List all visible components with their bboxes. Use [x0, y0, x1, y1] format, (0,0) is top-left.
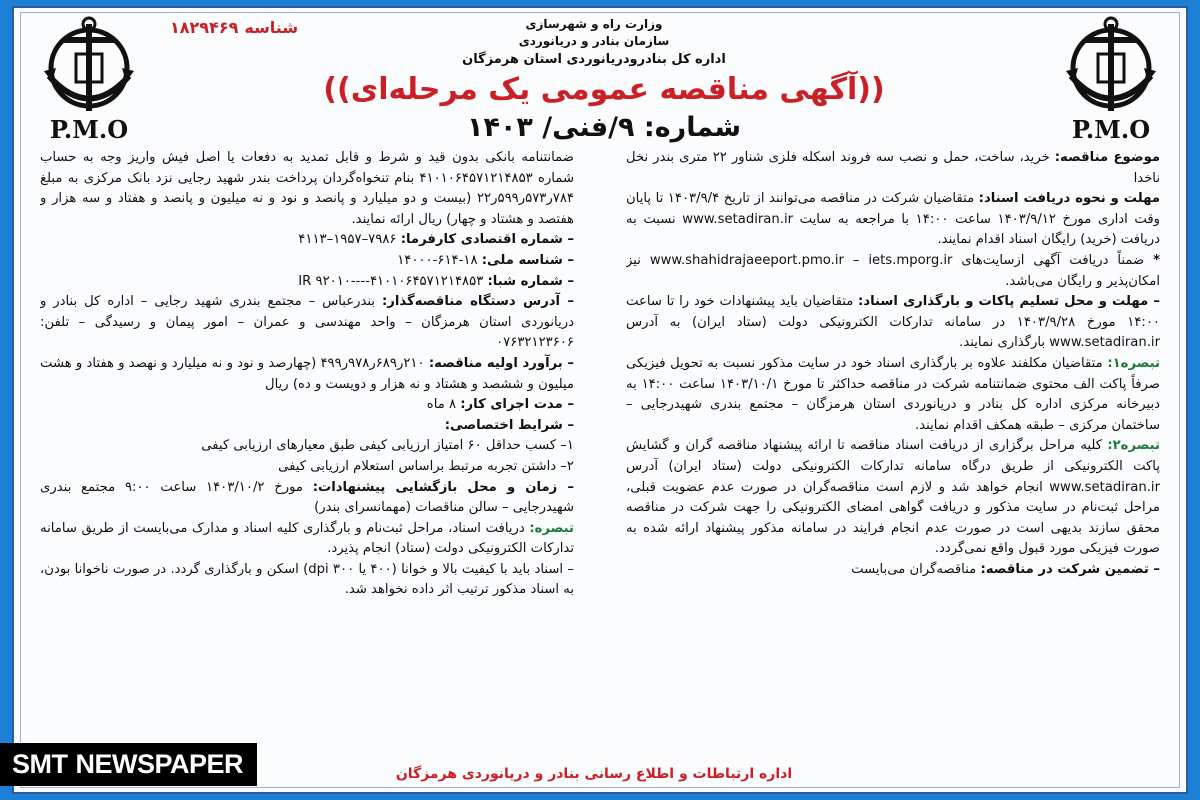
paragraph	[40, 148, 574, 230]
tender-notice-page	[12, 6, 1188, 794]
paragraph	[40, 272, 574, 293]
paragraph	[40, 354, 574, 395]
paragraph-text: مورخ ۱۴۰۳/۱۰/۲ ساعت ۹:۰۰ مجتمع بندری شهیدرجایی – سالن مناقصات (مهمانسرای بندر)	[40, 479, 574, 516]
paragraph-label: – زمان و محل بازگشایی پیشنهادات:	[312, 479, 574, 495]
anchor-icon	[34, 16, 144, 116]
paragraph	[626, 189, 1160, 251]
paragraph-label: – مهلت و محل تسلیم پاکات و بارگذاری اسناد:	[858, 294, 1160, 310]
paragraph	[40, 478, 574, 519]
anchor-logo-right	[1056, 16, 1166, 144]
footer-credit: اداره ارتباطات و اطلاع رسانی بنادر و دریانوردی هرمزگان	[395, 766, 793, 782]
notice-number: شماره: ۹/فنی/ ۱۴۰۳	[466, 112, 742, 143]
left-column	[40, 148, 574, 788]
paragraph-text: متقاضیان مکلفند علاوه بر بارگذاری اسناد خود در سایت مذکور نسبت به تحویل فیزیکی صرفاً پاکت الف محتوی ضمانتنامه شرکت در مناقصه حداکثر تا مورخ ۱۴۰۳/۱۰/۱ ساعت ۱۴:۰۰ به دبیرخانه مرکزی اداره کل بنادر و دریانوردی استان هرمزگان – مجتمع بندری شهیدرجایی – ساختمان مرکزی – طبقه همکف اقدام نمایند.	[626, 355, 1160, 433]
right-column	[626, 148, 1160, 788]
paragraph	[626, 292, 1160, 354]
paragraph	[626, 251, 1160, 292]
badge-smt: SMT	[12, 749, 68, 779]
paragraph-label: – تضمین شرکت در مناقصه:	[980, 561, 1160, 577]
newspaper-badge	[0, 743, 257, 786]
paragraph	[40, 230, 574, 251]
paragraph	[40, 251, 574, 272]
department-name: اداره کل بنادرودریانوردی استان هرمزگان	[462, 52, 726, 67]
paragraph-text: خرید، ساخت، حمل و نصب سه فروند اسکله فلزی شناور ۲۲ متری بندر نخل ناخدا	[626, 150, 1160, 186]
notice-identifier	[164, 18, 298, 37]
paragraph-text: متقاضیان باید پیشنهادات خود را تا ساعت ۱۴:۰۰ مورخ ۱۴۰۳/۹/۲۸ در سامانه تدارکات الکترونیکی دولت (ستاد ایران) به آدرس www.setadiran.ir بارگذاری نمایند.	[626, 294, 1160, 351]
anchor-icon	[1056, 16, 1166, 116]
paragraph-text: ۱– کسب حداقل ۶۰ امتیاز ارزیابی کیفی طبق معیارهای ارزیابی کیفی	[201, 438, 574, 454]
paragraph-label: – شناسه ملی:	[481, 252, 574, 268]
notice-title: ((آگهی مناقصه عمومی یک مرحله‌ای))	[323, 72, 885, 107]
organization-name: سازمان بنادر و دریانوردی	[518, 34, 670, 48]
paragraph	[626, 560, 1160, 581]
paragraph-label: تبصره۱:	[1107, 355, 1160, 371]
paragraph	[40, 292, 574, 354]
paragraph-text: IR ۹۲۰۱۰----۴۱۰۱۰۶۴۵۷۱۲۱۴۸۵۳	[298, 273, 488, 289]
paragraph-text: ۸ ماه	[426, 397, 461, 413]
paragraph-label: – مدت اجرای کار:	[460, 397, 574, 413]
paragraph-text: دریافت اسناد، مراحل ثبت‌نام و بارگذاری کلیه اسناد و مدارک می‌بایست از طریق سامانه تدارکات الکترونیکی دولت (ستاد) انجام پذیرد.	[40, 520, 574, 557]
ministry-name: وزارت راه و شهرسازی	[525, 17, 663, 31]
paragraph	[40, 416, 574, 437]
org-header	[314, 16, 874, 69]
badge-newspaper: NEWSPAPER	[75, 749, 244, 779]
paragraph-text: ۲– داشتن تجربه مرتبط براساس استعلام ارزیابی کیفی	[278, 458, 574, 474]
paragraph-label: – برآورد اولیه مناقصه:	[428, 355, 574, 371]
paragraph-label: *	[1153, 252, 1160, 268]
paragraph	[626, 354, 1160, 436]
logo-text: P.M.O	[1071, 115, 1151, 144]
paragraph-text: متقاضیان شرکت در مناقصه می‌توانند از تاریخ ۱۴۰۳/۹/۴ تا پایان وقت اداری مورخ ۱۴۰۳/۹/۱۲ ساعت ۱۴:۰۰ با مراجعه به سایت www.setadiran.ir نسبت به دریافت (خرید) رایگان اسناد اقدام نمایند.	[626, 191, 1160, 248]
paragraph-label: موضوع مناقصه:	[1054, 150, 1160, 165]
paragraph	[40, 436, 574, 457]
paragraph	[626, 148, 1160, 189]
paragraph-label: تبصره۲:	[1107, 438, 1160, 454]
paragraph-text: ۷۹۸۶–۱۹۵۷–۴۱۱۳	[298, 232, 401, 248]
paragraph-text: بندرعباس – مجتمع بندری شهید رجایی – اداره کل بنادر و دریانوردی استان هرمزگان – واحد مهندسی و عمران – امور پیمان و رسیدگی – تلفن: ۰۷۶۳۲۱۲۳۶۰۶	[40, 294, 574, 351]
paragraph-label: مهلت و نحوه دریافت اسناد:	[978, 191, 1160, 207]
paragraph-label: – شرایط اختصاصی:	[444, 417, 574, 433]
paragraph-label: – شماره شبا:	[487, 273, 574, 289]
paragraph-text: ۲۱۰ر۶۸۹ر۹۷۸ر۴۹۹ (چهارصد و نود و نه میلیارد و نهصد و هفتاد و هشت میلیون و ششصد و هشتاد و نه هزار و دویست و ده) ریال	[40, 355, 574, 392]
paragraph-text: مناقصه‌گران می‌بایست	[851, 561, 981, 577]
paragraph-text: کلیه مراحل برگزاری از دریافت اسناد مناقصه تا ارائه پیشنهاد مناقصه گران و گشایش پاکت الکترونیکی از طریق درگاه سامانه تدارکات الکترونیکی دولت (ستاد ایران) آدرس www.setadiran.ir انجام خواهد شد و لازم است مناقصه‌گران در صورت عدم عضویت قبلی، مراحل ثبت‌نام در سایت مذکور و دریافت گواهی امضای الکترونیکی را جهت شرکت در مناقصه محقق سازند بدیهی است در صورت عدم انجام فرایند در سامانه مذکور پیشنهاد ارائه شده به صورت فیزیکی مورد قبول واقع نمی‌گردد.	[626, 438, 1160, 557]
paragraph-label: تبصره:	[529, 520, 574, 536]
paragraph	[40, 395, 574, 416]
paragraph	[40, 519, 574, 560]
paragraph-text: ۱۸-۶۱۴-۱۴۰۰۰	[397, 252, 482, 268]
paragraph-label: – آدرس دستگاه مناقصه‌گذار:	[382, 294, 574, 310]
logo-text: P.M.O	[49, 115, 129, 144]
paragraph-text: – اسناد باید با کیفیت بالا و خوانا (۴۰۰ یا ۳۰۰ dpi) اسکن و بارگذاری گردد. در صورت ناخوانا بودن، به اسناد مذکور ترتیب اثر داده نخواهد شد.	[40, 561, 574, 598]
paragraph	[626, 436, 1160, 560]
identifier-label: شناسه	[244, 18, 299, 37]
identifier-value: ۱۸۲۹۴۶۹	[170, 18, 239, 37]
paragraph-text: ضمناً دریافت آگهی ازسایت‌های www.shahidrajaeeport.pmo.ir – iets.mporg.ir نیز امکان‌پذیر و رایگان می‌باشد.	[626, 252, 1160, 289]
anchor-logo-left	[34, 16, 144, 144]
paragraph	[40, 560, 574, 601]
paragraph-label: – شماره اقتصادی کارفرما:	[400, 232, 574, 248]
paragraph-text: ضمانتنامه بانکی بدون قید و شرط و قابل تمدید به دفعات یا اصل فیش واریز وجه به حساب شماره ۴۱۰۱۰۶۴۵۷۱۲۱۴۸۵۳ بنام تنخواه‌گردان پرداخت بندر شهید رجایی نزد بانک مرکزی به مبلغ ۷۸۴ر۵۷۳ر۵۹۹ر۲۲ (بیست و دو میلیارد و پانصد و نود و نه میلیون و پانصد و هفتاد و سه هزار و هفتصد و هشتاد و چهار) ریال ارائه نمایند.	[40, 150, 574, 227]
paragraph	[40, 457, 574, 478]
